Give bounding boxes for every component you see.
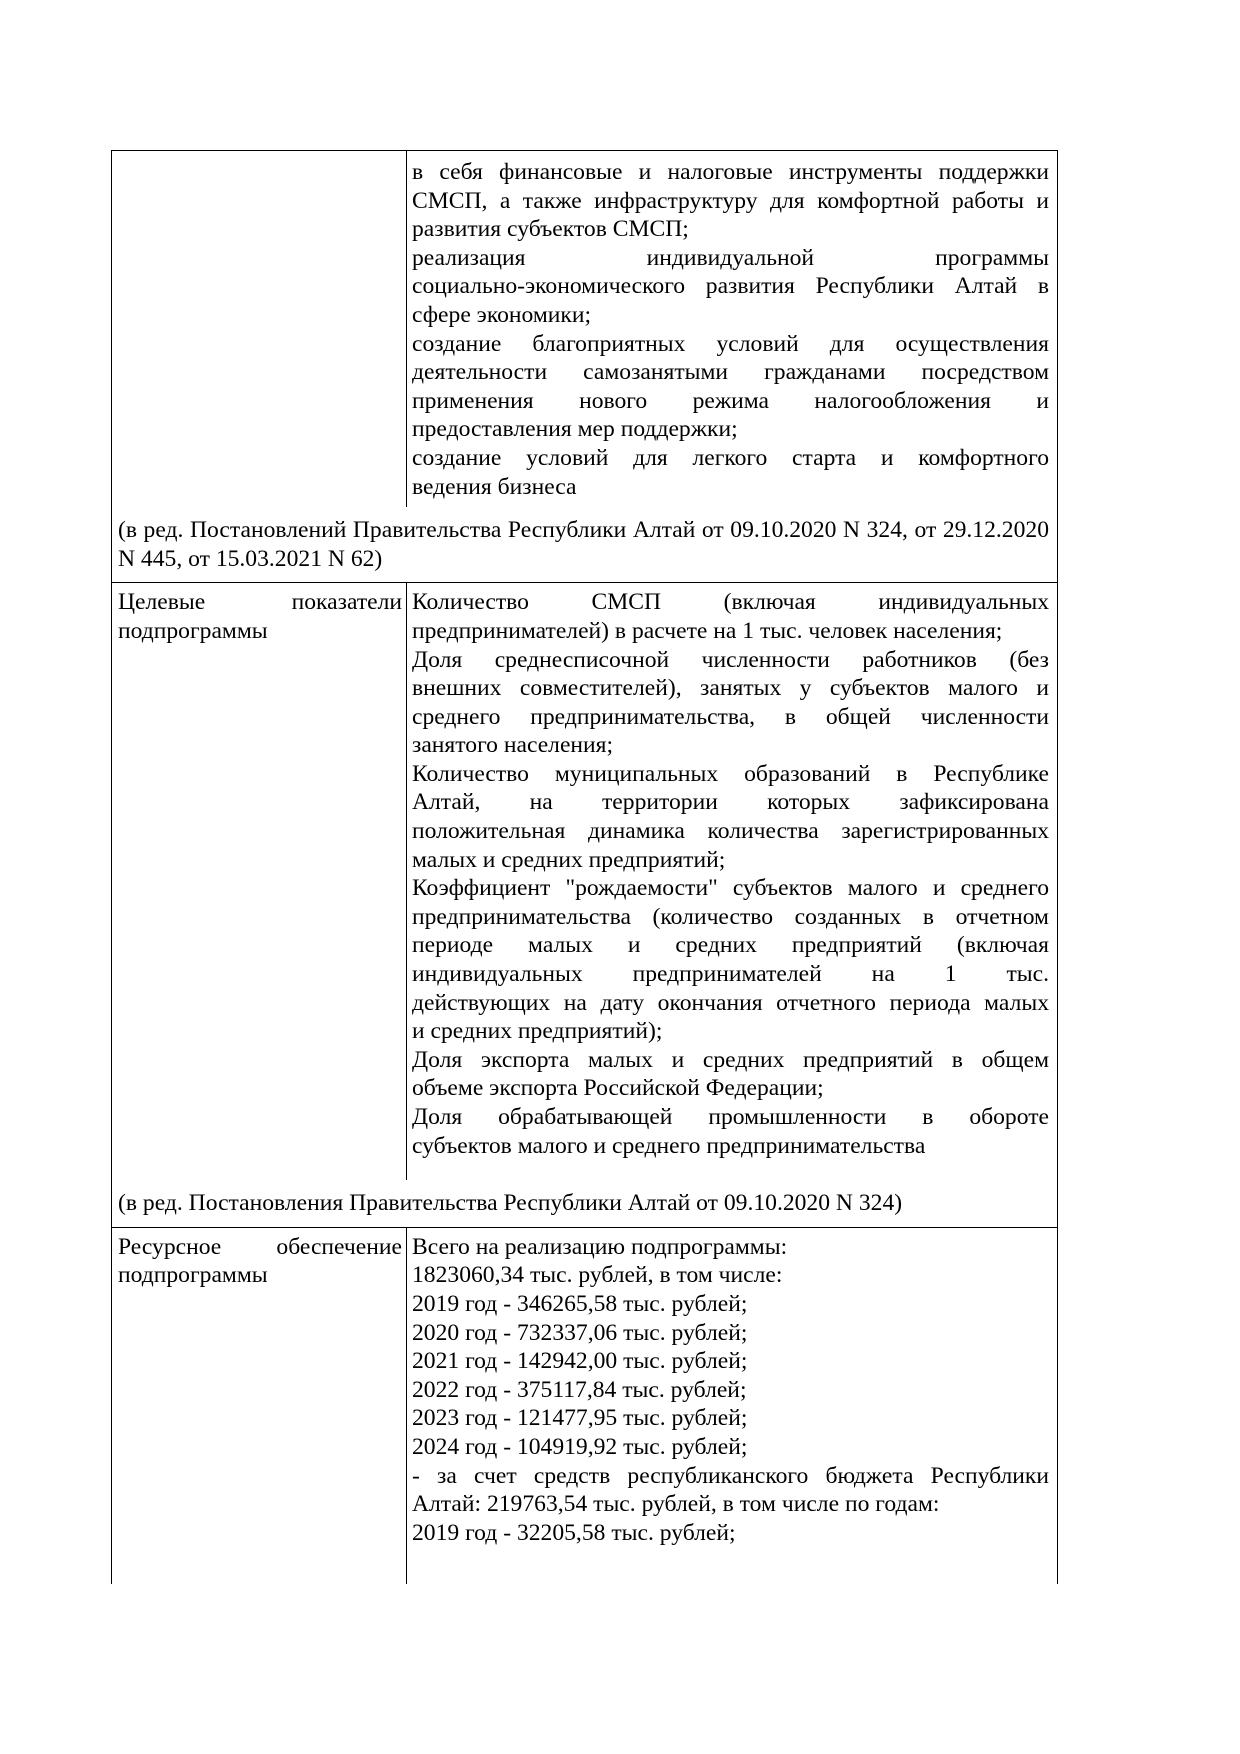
table-row-resource-provision	[112, 1228, 1057, 1584]
content-line: занятого населения;	[412, 732, 614, 759]
content-line: создание благоприятных условий для осуществления	[412, 330, 1049, 357]
amendment-note: (в ред. Постановлений Правительства Республики Алтай от 09.10.2020 N 324, от 29.12.2020 N 445, от 15.03.2021 N 62)	[112, 507, 1057, 583]
content-line: реализация индивидуальной программы	[412, 244, 1049, 271]
content-line: развития субъектов СМСП;	[412, 216, 689, 243]
row-content-cell	[407, 151, 1057, 507]
row-label-cell	[112, 151, 407, 507]
content-line: СМСП, а также инфраструктуру для комфортной работы и	[412, 187, 1049, 214]
passport-table	[111, 150, 1058, 1584]
content-line: и средних предприятий);	[412, 1018, 663, 1045]
content-line: внешних совместителей), занятых у субъектов малого и	[412, 675, 1049, 702]
content-line: индивидуальных предпринимателей на 1 тыс.	[412, 961, 1049, 988]
content-line: предпринимательства (количество созданных в отчетном	[412, 903, 1049, 930]
content-line: применения нового режима налогообложения и	[412, 387, 1049, 414]
row-content-cell	[407, 583, 1057, 1180]
content-line: Доля обрабатывающей промышленности в обороте	[412, 1104, 1049, 1130]
content-line: Количество муниципальных образований в Республике	[412, 760, 1049, 787]
content-line: создание условий для легкого старта и комфортного	[412, 444, 1049, 471]
budget-year-line: 2023 год - 121477,95 тыс. рублей;	[412, 1405, 748, 1432]
budget-year-line: 2019 год - 346265,58 тыс. рублей;	[412, 1290, 748, 1317]
content-line: малых и средних предприятий;	[412, 846, 726, 873]
content-line: в себя финансовые и налоговые инструменты поддержки	[412, 159, 1049, 185]
table-row-target-indicators	[112, 583, 1057, 1180]
content-line: субъектов малого и среднего предпринимательства	[412, 1132, 926, 1159]
content-line: объеме экспорта Российской Федерации;	[412, 1075, 824, 1102]
content-line: деятельности самозанятыми гражданами посредством	[412, 359, 1049, 386]
content-line: 1823060,34 тыс. рублей, в том числе:	[412, 1262, 783, 1289]
row-label-cell: Ресурсное обеспечение подпрограммы	[112, 1228, 407, 1584]
budget-year-line: 2022 год - 375117,84 тыс. рублей;	[412, 1376, 747, 1403]
content-line: Алтай, на территории которых зафиксирована	[412, 789, 1049, 816]
table-row-continuation	[112, 151, 1057, 507]
row-label-cell: Целевые показатели подпрограммы	[112, 583, 407, 1180]
content-line: Коэффициент "рождаемости" субъектов малого и среднего	[412, 875, 1049, 902]
content-line: Доля экспорта малых и средних предприятий в общем	[412, 1046, 1049, 1073]
content-line: ведения бизнеса	[412, 473, 577, 500]
content-line: предпринимателей) в расчете на 1 тыс. человек населения;	[412, 617, 1003, 644]
content-line: Алтай: 219763,54 тыс. рублей, в том числе по годам:	[412, 1491, 940, 1518]
amendment-note: (в ред. Постановления Правительства Республики Алтай от 09.10.2020 N 324)	[112, 1180, 1057, 1228]
budget-year-line: 2024 год - 104919,92 тыс. рублей;	[412, 1433, 748, 1460]
content-line: Всего на реализацию подпрограммы:	[412, 1233, 788, 1260]
content-line: сфере экономики;	[412, 301, 592, 328]
content-line: социально-экономического развития Республики Алтай в	[412, 273, 1049, 300]
row-content-cell	[407, 1228, 1057, 1584]
content-line: Количество СМСП (включая индивидуальных	[412, 589, 1049, 616]
content-line: предоставления мер поддержки;	[412, 416, 738, 443]
content-line: - за счет средств республиканского бюджета Республики	[412, 1462, 1049, 1489]
budget-year-line: 2021 год - 142942,00 тыс. рублей;	[412, 1348, 748, 1375]
content-line: действующих на дату окончания отчетного периода малых	[412, 989, 1049, 1016]
content-line: периоде малых и средних предприятий (включая	[412, 932, 1049, 959]
budget-year-line: 2019 год - 32205,58 тыс. рублей;	[412, 1519, 736, 1546]
content-line: Доля среднесписочной численности работников (без	[412, 646, 1049, 673]
content-line: среднего предпринимательства, в общей численности	[412, 703, 1049, 730]
budget-year-line: 2020 год - 732337,06 тыс. рублей;	[412, 1319, 748, 1346]
content-line: положительная динамика количества зарегистрированных	[412, 818, 1049, 845]
